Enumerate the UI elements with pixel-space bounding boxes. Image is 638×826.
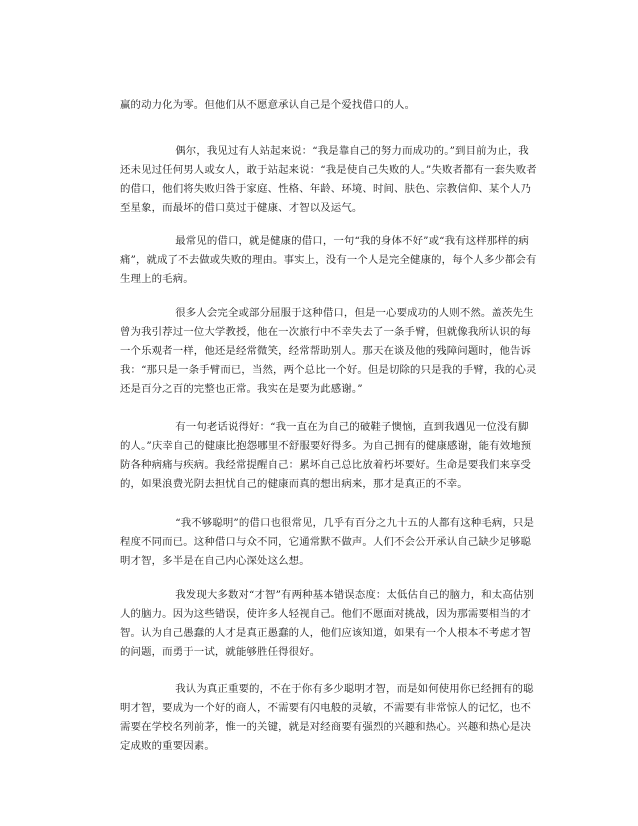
paragraph-4: 很多人会完全或部分屈服于这种借口，但是一心要成功的人则不然。盖茨先生曾为我引荐过一位大学教授，他在一次旅行中不幸失去了一条手臂，但就像我所认识的每一个乐观者一样，他还是经常微笑，经常帮助别人。那天在谈及他的残障问题时，他告诉我：“那只是一条手臂而已，当然，两个总比一个好。但是切除的只是我的手臂，我的心灵还是百分之百的完整也正常。我实在是要为此感谢。”	[120, 307, 537, 395]
paragraph-7: 我发现大多数对“才智”有两种基本错误态度：太低估自己的脑力，和太高估别人的脑力。因为这些错误，使许多人轻视自己。他们不愿面对挑战，因为那需要相当的才智。认为自己愚蠢的人才是真正愚蠢的人，他们应该知道，如果有一个人根本不考虑才智的问题，而勇于一试，就能够胜任得很好。	[120, 589, 535, 658]
paragraph-2: 偶尔，我见过有人站起来说：“我是靠自己的努力而成功的。”到目前为止，我还未见过任何男人或女人，敢于站起来说：“我是使自己失败的人。”失败者都有一套失败者的借口，他们将失败归咎于家庭、性格、年龄、环境、时间、肤色、宗教信仰、某个人乃至星象，而最坏的借口莫过于健康、才智以及运气。	[120, 145, 537, 214]
paragraph-8: 我认为真正重要的，不在于你有多少聪明才智，而是如何使用你已经拥有的聪明才智，要成为一个好的商人，不需要有闪电般的灵敏，不需要有非常惊人的记忆，也不需要在学校名列前茅，惟一的关键，就是对经商要有强烈的兴趣和热心。兴趣和热心是决定成败的重要因素。	[120, 683, 534, 752]
paragraph-6: “我不够聪明”的借口也很常见，几乎有百分之九十五的人都有这种毛病，只是程度不同而已。这种借口与众不同，它通常默不做声。人们不会公开承认自己缺少足够聪明才智，多半是在自己内心深处这么想。	[120, 517, 535, 567]
paragraph-3: 最常见的借口，就是健康的借口，一句“我的身体不好”或“我有这样那样的病痛”，就成了不去做或失败的理由。事实上，没有一个人是完全健康的，每个人多少都会有生理上的毛病。	[120, 235, 537, 285]
paragraph-1: 赢的动力化为零。但他们从不愿意承认自己是个爱找借口的人。	[120, 99, 416, 111]
paragraph-5: 有一句老话说得好：“我一直在为自己的破鞋子懊恼，直到我遇见一位没有脚的人。”庆幸自己的健康比抱怨哪里不舒服要好得多。为自己拥有的健康感谢，能有效地预防各种病痛与疾病。我经常提醒自己：累坏自己总比放着朽坏要好。生命是要我们来享受的，如果浪费光阴去担忧自己的健康而真的想出病来，那才是真正的不幸。	[120, 421, 532, 490]
